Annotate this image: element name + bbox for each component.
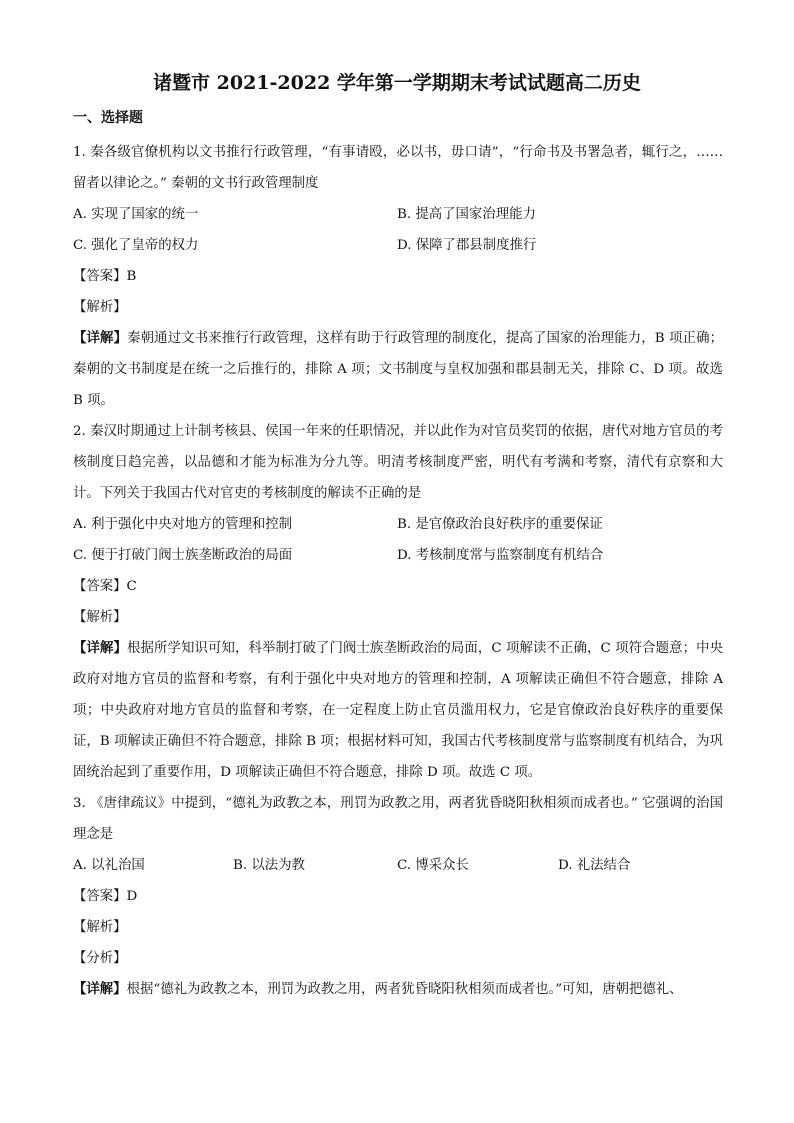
question-3-option-d: D. 礼法结合 (558, 858, 631, 873)
question-3-stem: 3. 《唐律疏议》中提到，“德礼为政教之本，刑罚为政教之用，两者犹昏晓阳秋相须而成者也。” 它强调的治国理念是 (73, 796, 723, 842)
question-3-detail-text: 根据“德礼为政教之本，刑罚为政教之用，两者犹昏晓阳秋相须而成者也。”可知，唐朝把德礼、 (126, 982, 683, 997)
question-3-analysis: 【解析】 (73, 920, 127, 935)
question-1-answer: 【答案】B (73, 269, 137, 284)
question-2-option-d: D. 考核制度常与监察制度有机结合 (397, 548, 604, 563)
question-3-detail (73, 974, 723, 1005)
question-3-fenxi: 【分析】 (73, 951, 127, 966)
detail-tag: 【详解】 (73, 982, 127, 997)
question-2-analysis: 【解析】 (73, 610, 127, 625)
question-3-answer: 【答案】D (73, 889, 138, 904)
question-2-option-b: B. 是官僚政治良好秩序的重要保证 (397, 517, 603, 532)
question-2-detail (73, 633, 723, 788)
question-1-option-c: C. 强化了皇帝的权力 (73, 238, 199, 253)
question-1-option-d: D. 保障了郡县制度推行 (397, 238, 537, 253)
section-heading: 一、选择题 (73, 110, 143, 126)
question-2-option-c: C. 便于打破门阀士族垄断政治的局面 (73, 548, 293, 563)
question-1-detail-text: 秦朝通过文书来推行行政管理，这样有助于行政管理的制度化，提高了国家的治理能力，B 项正确；秦朝的文书制度是在统一之后推行的，排除 A 项；文书制度与皇权加强和郡县制无关，排除 C、D 项。故选 B 项。 (73, 331, 724, 408)
question-2-answer: 【答案】C (73, 579, 137, 594)
question-1-stem: 1. 秦各级官僚机构以文书推行行政管理，“有事请殴，必以书，毋口请”，“行命书及书署急者，辄行之，……留者以律论之。” 秦朝的文书行政管理制度 (73, 145, 723, 191)
page-title: 诸暨市 2021-2022 学年第一学期期末考试试题高二历史 (153, 72, 641, 94)
question-2-options (73, 509, 723, 540)
question-1-option-a: A. 实现了国家的统一 (73, 207, 199, 222)
detail-tag: 【详解】 (73, 331, 128, 346)
question-1-options (73, 199, 723, 230)
question-2-options-row2 (73, 540, 723, 571)
question-2-detail-text: 根据所学知识可知，科举制打破了门阀士族垄断政治的局面，C 项解读不正确，C 项符合题意；中央政府对地方官员的监督和考察，有利于强化中央对地方的管理和控制，A 项解读正确但不符合题意，排除 A 项；中央政府对地方官员的监督和考察，在一定程度上防止官员滥用权力，它是官僚政治良好秩序的重要保证，B 项解读正确但不符合题意，排除 B 项；根据材料可知，我国古代考核制度常与监察制度有机结合，为巩固统治起到了重要作用，D 项解读正确但不符合题意，排除 D 项。故选 C 项。 (73, 641, 723, 780)
question-2-stem: 2. 秦汉时期通过上计制考核县、侯国一年来的任职情况，并以此作为对官员奖罚的依据，唐代对地方官员的考核制度日趋完善，以品德和才能为标准为分九等。明清考核制度严密，明代有考满和考察，清代有京察和大计。下列关于我国古代对官吏的考核制度的解读不正确的是 (73, 424, 723, 501)
question-3-option-c: C. 博采众长 (397, 858, 469, 873)
question-1-option-b: B. 提高了国家治理能力 (397, 207, 536, 222)
question-3-option-a: A. 以礼治国 (73, 858, 145, 873)
question-1-analysis: 【解析】 (73, 300, 127, 315)
question-2-option-a: A. 利于强化中央对地方的管理和控制 (73, 517, 293, 532)
question-content (73, 137, 723, 1005)
question-3-option-b: B. 以法为教 (233, 858, 305, 873)
question-1-detail (73, 323, 723, 416)
detail-tag: 【详解】 (73, 641, 127, 656)
question-3-options (73, 850, 723, 881)
question-1-options-row2 (73, 230, 723, 261)
